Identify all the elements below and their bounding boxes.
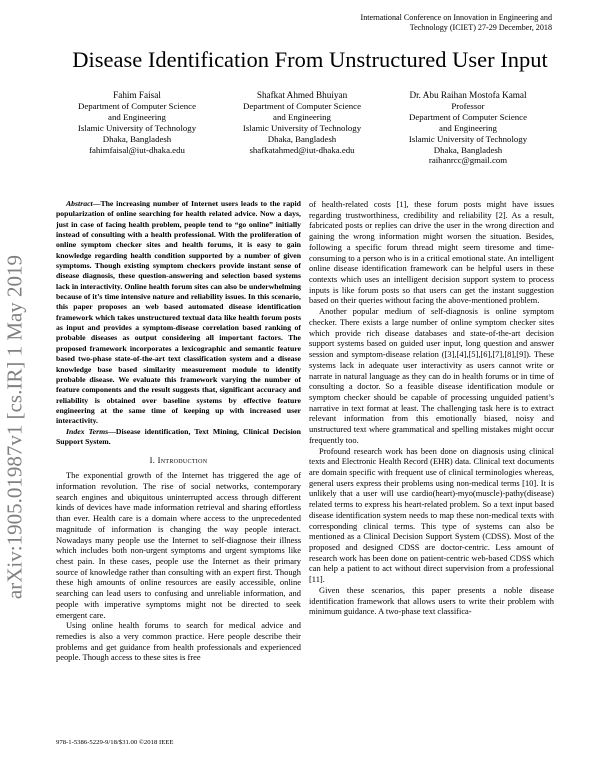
body-paragraph: Profound research work has been done on diagnosis using clinical texts and Electronic Health Record (EHR) data. Clinical text documents are domain specific with frequent use of clinical terminologies whereas, general users express their problems using non-medical terms [10]. It is unlikely that a user will use cardio(heart)-myo(muscle)-pathy(disease) related terms to express his heart-related problem. So a text input based disease identification system needs to map these non-medical texts with corresponding clinical terms. This type of systems can also be mentioned as a Clinical Decision Support System (CDSS). Most of the proposed and designed CDSS are doctor-centric. Less amount of research work has been done on patient-centric web-based CDSS which can help a patient to act without direct supervision from a professional [11]. bbox=[309, 445, 554, 585]
section-number: I. bbox=[149, 455, 156, 466]
index-terms-label: Index Terms bbox=[66, 426, 109, 436]
left-column bbox=[56, 199, 301, 663]
body-paragraph: of health-related costs [1], these forum posts might have issues regarding trustworthiness, credibility and reliability [2]. As a result, fabricated posts or replies can drive the user in the wrong direction and gaining the wrong information might worsen the situation. Besides, following a specific forum thread might seem tiresome and time-consuming to a person who is in a critical emotional state. An intelligent online disease identification framework can be helpful users in these contexts which uses an intelligent decision support system to process inputs is like forum posts so that users can get the instant suggestion based on their queries without facing the above-mentioned problem. bbox=[309, 199, 554, 306]
body-paragraph: Using online health forums to search for medical advice and remedies is also a very common practice. Here people describe their problems and get guidance from health professionals and experienced people. Though access to these sites is free bbox=[56, 620, 301, 663]
abstract bbox=[56, 199, 301, 427]
author-affiliation-line: and Engineering bbox=[439, 122, 497, 133]
index-terms bbox=[56, 427, 301, 448]
author-affiliation-line: Department of Computer Science bbox=[243, 100, 361, 111]
abstract-label: Abstract bbox=[66, 199, 93, 208]
body-paragraph: Given these scenarios, this paper presents a noble disease identification framework that allows users to write their problem with minimum guidance. A two-phase text classifica- bbox=[309, 584, 554, 617]
body-paragraph: Another popular medium of self-diagnosis is online symptom checker. There exists a large number of online symptom checker sites which provide rich disease databases and state-of-the-art decision support systems based on guided user input, long question and answer session and symptom-disease relation ([3],[4],[5],[6],[7],[8],[9]). These systems lack in adequate user interactivity as users cannot write or narrate in natural language as they can do in health forums or in time of consulting a doctor. So a feasible disease identification module or symptom checker should be capable of processing unguided patient’s narrative in text format at least. The challenging task here is to extract relevant information from this emotionally biased, noisy and unstructured text where grammatical and spelling mistakes might occur frequently too. bbox=[309, 306, 554, 445]
author-email[interactable]: shafkatahmed@iut-dhaka.edu bbox=[249, 144, 355, 155]
author-name: Fahim Faisal bbox=[113, 90, 161, 100]
author-block-3 bbox=[383, 90, 553, 166]
author-affiliation-line: Islamic University of Technology bbox=[242, 122, 362, 133]
author-block-2 bbox=[222, 90, 382, 155]
author-name: Shafkat Ahmed Bhuiyan bbox=[256, 90, 348, 100]
conference-line-2: Technology (ICIET) 27-29 December, 2018 bbox=[409, 23, 552, 33]
author-title: Professor bbox=[451, 100, 485, 111]
author-affiliation-line: and Engineering bbox=[108, 111, 166, 122]
conference-header bbox=[252, 13, 552, 33]
index-terms-text: —Disease identification, Text Mining, Clinical Decision Support System. bbox=[56, 426, 301, 446]
author-email[interactable]: fahimfaisal@iut-dhaka.edu bbox=[89, 144, 185, 155]
author-block-1 bbox=[57, 90, 217, 155]
abstract-text: —The increasing number of Internet users leads to the rapid popularization of online searching for health related advice. Now a days, just in case of facing health problem, people tend to “go online” initially instead of consulting with a health professional. With the proliferation of online symptom checker sites and health forums, it is easy to gain knowledge regarding health condition supported by a number of given symptoms. Though existing symptom checkers provide instant sense of disease diagnosis, these question-answering and selection based systems lack in interactivity. Online health forum sites can also be underwhelming because of it’s time intensive nature and reliability issues. In this scenario, this paper proposes an web based automated disease identification framework which takes unstructured textual data like health forum posts as input and provides a symptom-disease correlation based ranking of probable diseases as output considering all important factors. The proposed framework incorporates a lexicographic and semantic feature based two-phase state-of-the-art text classification system and a disease knowledge base based similarity measurement module to identify probable disease. We evaluate this framework varying the number of feature components and the result suggests that, significant accuracy and reliability is obtained over baseline systems by effective feature engineering at the same time of keeping up with increased user interactivity. bbox=[56, 199, 301, 426]
section-title: Introduction bbox=[157, 455, 208, 466]
body-paragraph: The exponential growth of the Internet has triggered the age of information revolution. The rise of social networks, contemporary search engines and ubiquitous uninterrupted access through different kinds of devices have made information retrieval and sharing effortless than ever. Health care is a domain where access to the unprecedented magnitude of information is changing the way people interact. Nowadays many people use the Internet to self-diagnose their illness which includes both non-urgent symptoms and urgent symptoms like chest pain. In these cases, people use the Internet as their primary source of knowledge rather than consulting with an expert first. Though these high amounts of online resources are easily accessible, online searching can lead users to confusing and unreliable information, and people with imperative symptoms might not be directed to seek emergent care. bbox=[56, 470, 301, 620]
author-affiliation-line: Department of Computer Science bbox=[409, 111, 527, 122]
conference-line-1: International Conference on Innovation in Engineering and bbox=[360, 13, 552, 22]
author-affiliation-line: Islamic University of Technology bbox=[77, 122, 197, 133]
author-affiliation-line: Islamic University of Technology bbox=[408, 133, 528, 144]
footer-isbn: 978-1-5386-5229-9/18/$31.00 ©2018 IEEE bbox=[56, 739, 174, 746]
author-email[interactable]: raihanrcc@gmail.com bbox=[428, 155, 508, 166]
paper-title: Disease Identification From Unstructured User Input bbox=[72, 47, 548, 72]
author-affiliation-line: and Engineering bbox=[273, 111, 331, 122]
arxiv-identifier[interactable]: arXiv:1905.01987v1 [cs.IR] 1 May 2019 bbox=[2, 254, 27, 600]
author-affiliation-line: Dhaka, Bangladesh bbox=[102, 133, 172, 144]
author-name: Dr. Abu Raihan Mostofa Kamal bbox=[409, 90, 527, 100]
author-affiliation-line: Dhaka, Bangladesh bbox=[433, 144, 503, 155]
arxiv-stamp bbox=[2, 254, 28, 600]
section-heading-introduction bbox=[56, 455, 301, 465]
author-affiliation-line: Dhaka, Bangladesh bbox=[267, 133, 337, 144]
author-affiliation-line: Department of Computer Science bbox=[78, 100, 196, 111]
right-column bbox=[309, 199, 554, 617]
